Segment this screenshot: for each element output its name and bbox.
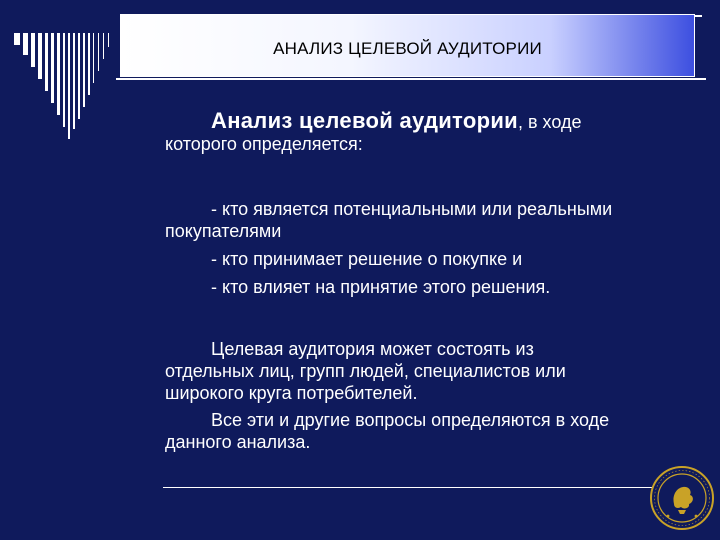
paragraph-audience: [165, 338, 670, 453]
lead-strong-text: Анализ целевой аудитории: [211, 108, 518, 133]
bullet-item-continuation: покупателями: [165, 221, 282, 241]
para3-line2: данного анализа.: [165, 432, 311, 452]
slide-title: АНАЛИЗ ЦЕЛЕВОЙ АУДИТОРИИ: [273, 39, 542, 58]
para3-line1: Все эти и другие вопросы определяются в ходе: [211, 410, 610, 430]
lead-rest-line1: , в ходе: [517, 112, 582, 132]
title-rule-bottom: [116, 78, 706, 80]
decorative-bars: [14, 33, 134, 143]
bullet-item: - кто влияет на принятие этого решения.: [211, 277, 551, 297]
para2-line1: Целевая аудитория может состоять из: [211, 339, 534, 359]
bullet-list: [165, 198, 670, 298]
title-banner: [120, 14, 695, 77]
lead-rest-line2: которого определяется:: [165, 134, 363, 154]
footer-rule: [163, 487, 653, 488]
para2-line3: широкого круга потребителей.: [165, 383, 418, 403]
para2-line2: отдельных лиц, групп людей, специалистов или: [165, 361, 566, 381]
bullet-item: - кто принимает решение о покупке и: [211, 249, 523, 269]
bullet-item: - кто является потенциальными или реальными: [211, 199, 613, 219]
university-seal-icon: [648, 464, 716, 532]
lead-paragraph: [165, 110, 670, 155]
